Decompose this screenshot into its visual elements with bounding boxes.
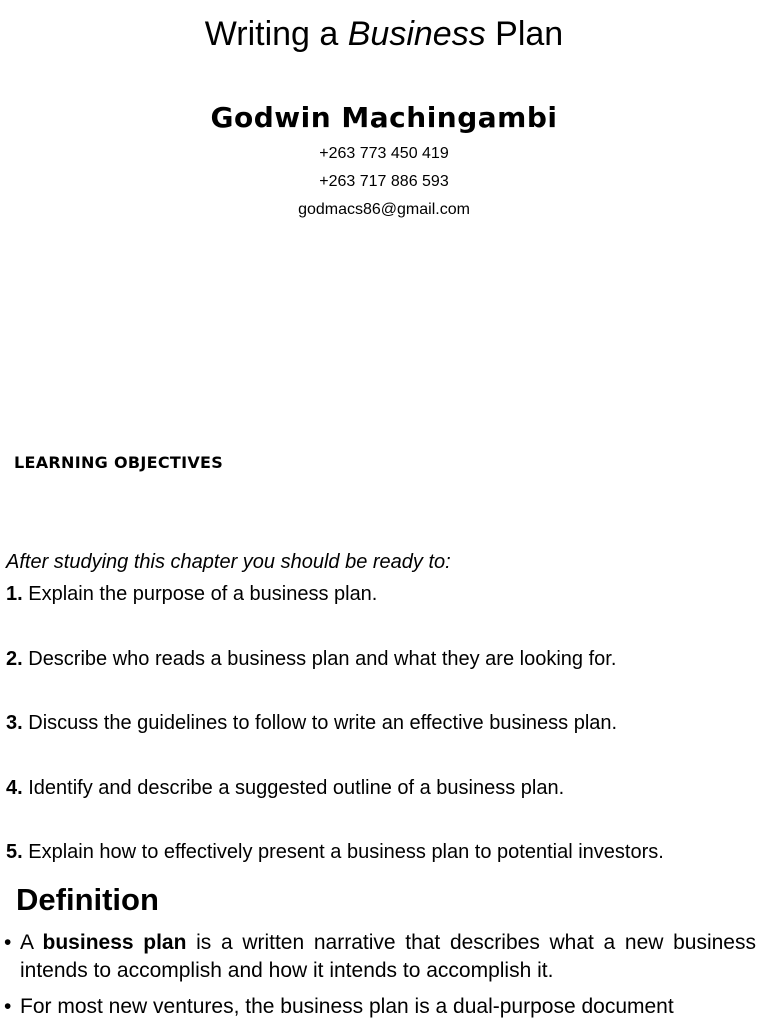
objective-number: 3. [6,712,23,734]
objective-text: Discuss the guidelines to follow to write an effective business plan. [22,712,618,734]
definition-heading: Definition [16,882,159,917]
title-emphasis: Business [347,15,486,53]
objective-item [6,710,756,736]
objective-item [6,775,756,801]
page-title [0,12,768,56]
author-name: Godwin Machingambi [210,101,558,134]
objective-text: Explain how to effectively present a business plan to potential investors. [22,841,664,863]
objective-number: 1. [6,583,23,605]
bullet-bold-term: business plan [42,931,187,954]
bullet-post: is a written narrative that describes what a new business intends to accomplish and how it intends to accomplish it. [20,931,756,982]
learning-objectives-heading: LEARNING OBJECTIVES [14,453,224,472]
learning-objectives-intro: After studying this chapter you should be ready to: [6,551,451,573]
objective-item [6,581,756,607]
objective-number: 5. [6,841,23,863]
bullet-dot: • [4,995,12,1018]
bullet-text [20,929,756,985]
objective-text: Identify and describe a suggested outline of a business plan. [22,777,565,799]
definition-bullet [4,993,756,1021]
objective-text: Describe who reads a business plan and what they are looking for. [22,648,617,670]
objective-text: Explain the purpose of a business plan. [22,583,378,605]
title-suffix: Plan [485,15,564,53]
author-phone-1: +263 773 450 419 [319,145,449,162]
objective-item [6,646,756,672]
objective-number: 4. [6,777,23,799]
title-prefix: Writing a [204,15,348,53]
bullet-text: For most new ventures, the business plan is a dual-purpose document [20,995,674,1018]
author-email: godmacs86@gmail.com [298,201,470,218]
author-phone-2: +263 717 886 593 [319,173,449,190]
objective-number: 2. [6,648,23,670]
objective-item [6,839,756,865]
bullet-pre: A [20,931,43,954]
definition-bullet [4,929,756,985]
bullet-dot: • [4,931,12,954]
